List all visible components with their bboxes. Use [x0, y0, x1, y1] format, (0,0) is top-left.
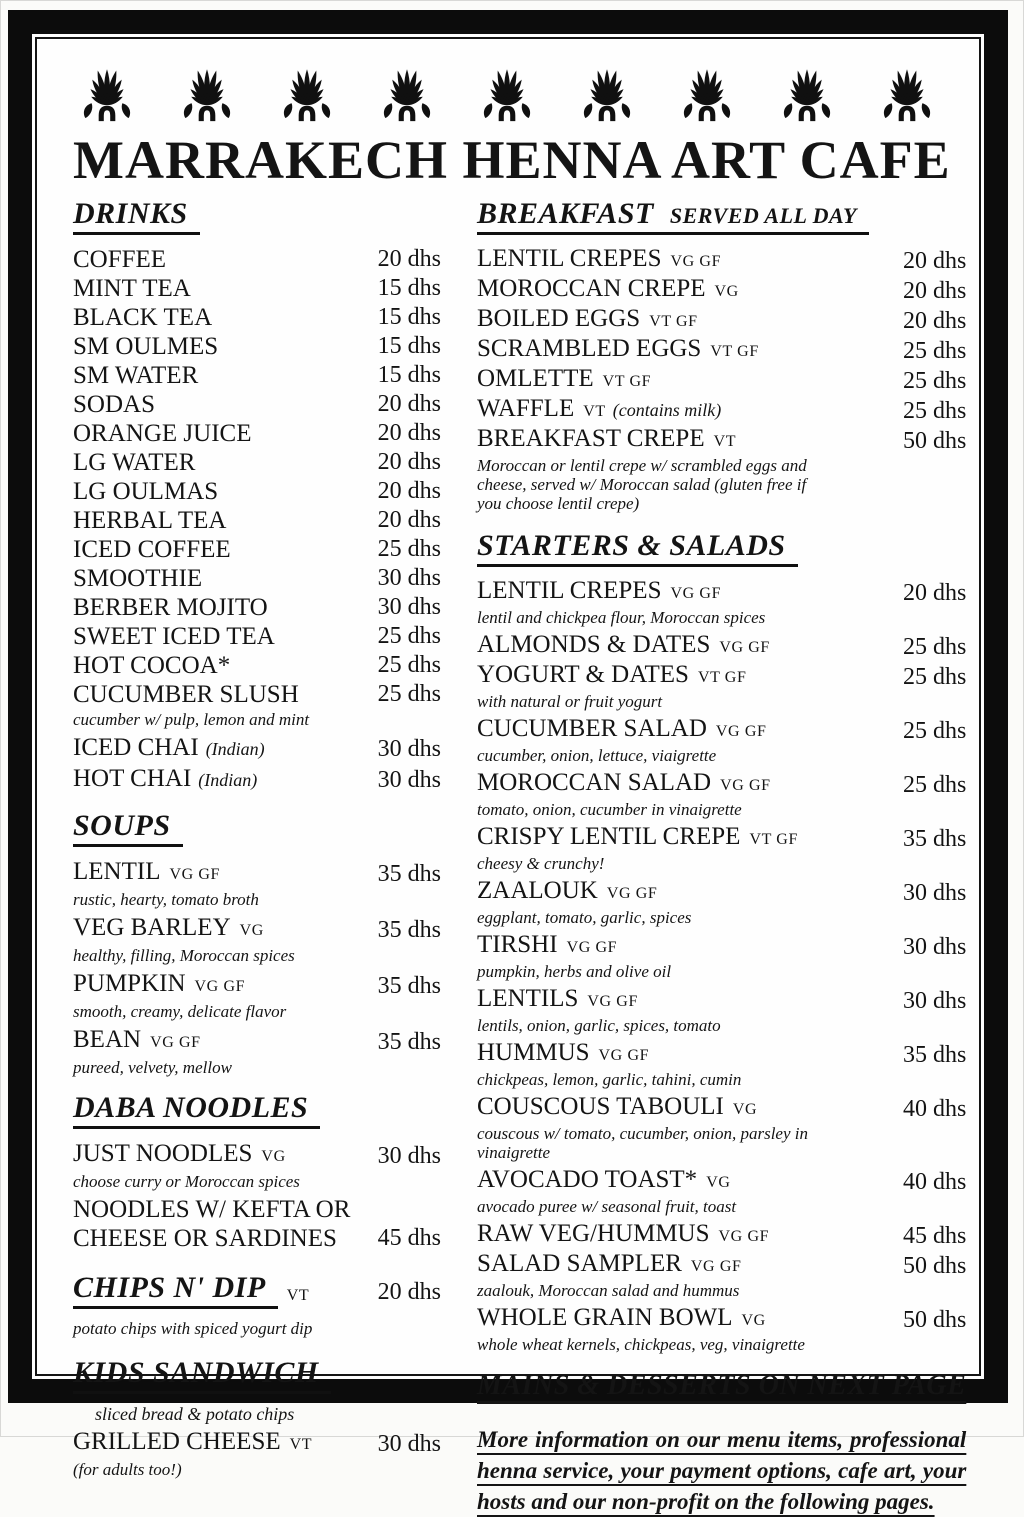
item-price: 50 dhs: [902, 428, 967, 454]
section-heading: [73, 1093, 320, 1129]
item-price: 35 dhs: [902, 826, 967, 852]
item-price: 25 dhs: [902, 368, 967, 394]
menu-item: [73, 1139, 441, 1191]
item-price: 30 dhs: [377, 1143, 441, 1169]
menu-item: [73, 506, 441, 535]
diet-tag: VG: [239, 922, 264, 939]
item-name: ORANGE JUICE: [73, 420, 252, 447]
menu-item: [477, 425, 966, 513]
item-description: zaalouk, Moroccan salad and hummus: [477, 1281, 740, 1300]
diet-tag: VG GF: [719, 639, 770, 656]
menu-item: [73, 1195, 441, 1253]
item-price: 30 dhs: [377, 736, 441, 762]
item-name: CRISPY LENTIL CREPE VT GF: [477, 823, 798, 850]
menu-item: [73, 913, 441, 965]
section-heading: [73, 1358, 331, 1394]
left-column: [73, 199, 441, 1517]
item-note: (Indian): [205, 739, 265, 759]
item-price: 20 dhs: [377, 478, 441, 504]
section-title: CHIPS N' DIP: [73, 1271, 266, 1304]
item-price: 15 dhs: [377, 362, 441, 388]
section-heading-row: [73, 1273, 441, 1309]
menu-item-row: [73, 535, 441, 564]
menu-item-row: [73, 1195, 441, 1253]
item-price: 35 dhs: [377, 1029, 441, 1055]
menu-section: [73, 1273, 441, 1338]
menu-item-row: [73, 303, 441, 332]
section-title: DRINKS: [73, 197, 188, 230]
palmette-icon: [375, 57, 439, 127]
item-name: OMLETTE VT GF: [477, 365, 652, 392]
section-title: SOUPS: [73, 809, 171, 842]
item-price: 20 dhs: [902, 308, 967, 334]
item-price: 25 dhs: [377, 623, 441, 649]
menu-item-row: [73, 390, 441, 419]
item-name: LENTIL CREPES VG GF: [477, 245, 722, 272]
menu-item-row: [73, 651, 441, 680]
item-name: TIRSHI VG GF: [477, 931, 618, 958]
item-name: ZAALOUK VG GF: [477, 877, 658, 904]
item-price: 35 dhs: [902, 1042, 967, 1068]
item-price: 35 dhs: [377, 861, 441, 887]
diet-tag: VG: [732, 1101, 758, 1118]
menu-item-row: [477, 631, 966, 661]
diet-tag: VG GF: [606, 885, 658, 902]
menu-item: [477, 1166, 966, 1216]
diet-tag: VG: [706, 1174, 731, 1191]
item-price: 40 dhs: [902, 1169, 967, 1195]
item-price: 30 dhs: [377, 767, 441, 793]
item-note: (Indian): [198, 770, 258, 790]
menu-item-row: [73, 506, 441, 535]
section-heading: [477, 199, 869, 235]
item-price: 20 dhs: [377, 449, 441, 475]
item-name: MINT TEA: [73, 275, 191, 302]
menu-item-row: [73, 1427, 441, 1459]
menu-item-row: [477, 823, 966, 853]
menu-item-row: [73, 622, 441, 651]
menu-item-row: [477, 1039, 966, 1069]
menu-grid: [73, 197, 967, 1517]
item-description: tomato, onion, cucumber in vinaigrette: [477, 800, 742, 819]
diet-tag: VT: [713, 433, 737, 450]
menu-item: [477, 661, 966, 711]
menu-item: [73, 332, 441, 361]
palmette-icon: [175, 57, 239, 127]
item-price: 30 dhs: [377, 565, 441, 591]
menu-item-row: [73, 477, 441, 506]
section-heading-row: [73, 1358, 441, 1394]
menu-item: [477, 1220, 966, 1250]
item-price: 45 dhs: [902, 1223, 967, 1249]
menu-item-row: [73, 913, 441, 945]
diet-tag: VG GF: [718, 1228, 770, 1245]
item-description: cucumber, onion, lettuce, viaigrette: [477, 746, 717, 765]
item-price: 20 dhs: [902, 278, 967, 304]
menu-section: [477, 199, 966, 513]
menu-item-row: [477, 931, 966, 961]
item-name: CUCUMBER SLUSH: [73, 681, 299, 708]
menu-item: [477, 365, 966, 395]
item-name: SALAD SAMPLER VG GF: [477, 1250, 742, 1277]
item-description: choose curry or Moroccan spices: [73, 1172, 300, 1191]
item-price: 35 dhs: [377, 917, 441, 943]
footer-heading: MAINS & DESSERTS ON NEXT PAGE: [477, 1370, 967, 1401]
diet-tag: VG GF: [720, 777, 771, 794]
item-description: healthy, filling, Moroccan spices: [73, 946, 295, 965]
item-description: couscous w/ tomato, cucumber, onion, parsley in vinaigrette: [477, 1124, 808, 1162]
palmette-icon: [475, 57, 539, 127]
menu-item: [477, 1250, 966, 1300]
item-name: BREAKFAST CREPE VT: [477, 425, 737, 452]
menu-item: [477, 577, 966, 627]
menu-item-row: [73, 969, 441, 1001]
menu-item: [477, 877, 966, 927]
ornament-row: [73, 53, 941, 127]
item-price: 20 dhs: [902, 248, 967, 274]
item-description: lentil and chickpea flour, Moroccan spices: [477, 608, 766, 627]
section-title: BREAKFAST: [477, 197, 654, 230]
item-price: 25 dhs: [902, 634, 967, 660]
item-price: 50 dhs: [902, 1253, 967, 1279]
diet-tag: VT: [286, 1287, 310, 1304]
item-name: SODAS: [73, 391, 155, 418]
menu-item: [477, 715, 966, 765]
menu-item: [477, 769, 966, 819]
menu-item-row: [477, 1304, 966, 1334]
item-price: 45 dhs: [377, 1225, 441, 1251]
item-name: HOT CHAI (Indian): [73, 765, 258, 792]
diet-tag: VT GF: [749, 831, 798, 848]
item-price: 25 dhs: [377, 652, 441, 678]
item-name: LG OULMAS: [73, 478, 219, 505]
item-price: 25 dhs: [902, 398, 967, 424]
menu-item-row: [73, 245, 441, 274]
menu-item-row: [477, 877, 966, 907]
section-description: potato chips with spiced yogurt dip: [73, 1319, 313, 1338]
menu-item-row: [73, 448, 441, 477]
item-name: SMOOTHIE: [73, 565, 203, 592]
item-price: 20 dhs: [377, 391, 441, 417]
menu-item: [73, 361, 441, 390]
item-price: 20 dhs: [377, 246, 441, 272]
item-price: 20 dhs: [377, 1279, 441, 1305]
menu-item: [73, 764, 441, 795]
item-price: 30 dhs: [902, 934, 967, 960]
item-price: 25 dhs: [902, 338, 967, 364]
diet-tag: VT: [289, 1436, 313, 1453]
item-description: pureed, velvety, mellow: [73, 1058, 232, 1077]
menu-item-row: [73, 332, 441, 361]
menu-item-row: [477, 1093, 966, 1123]
menu-item-row: [477, 275, 966, 305]
diet-tag: VT GF: [602, 373, 652, 390]
menu-item-row: [477, 985, 966, 1015]
section-title: STARTERS & SALADS: [477, 529, 786, 562]
section-heading-row: [73, 811, 441, 847]
item-name: SWEET ICED TEA: [73, 623, 275, 650]
menu-item: [73, 733, 441, 764]
menu-frame: [8, 10, 1008, 1514]
item-description: (for adults too!): [73, 1460, 182, 1479]
item-name: HUMMUS VG GF: [477, 1039, 650, 1066]
menu-item-row: [73, 764, 441, 795]
menu-section: [477, 531, 966, 1354]
section-heading-row: [477, 531, 966, 567]
section-heading-row: [73, 199, 441, 235]
menu-item: [73, 680, 441, 729]
menu-item-row: [477, 335, 966, 365]
item-name: SM OULMES: [73, 333, 219, 360]
item-price: 30 dhs: [902, 988, 967, 1014]
item-name: LENTIL VG GF: [73, 858, 221, 885]
menu-item: [73, 1427, 441, 1479]
menu-item: [73, 651, 441, 680]
menu-item-row: [477, 661, 966, 691]
menu-item: [73, 419, 441, 448]
item-price: 40 dhs: [902, 1096, 967, 1122]
item-name: SM WATER: [73, 362, 199, 389]
item-price: 20 dhs: [902, 580, 967, 606]
menu-item-row: [477, 1166, 966, 1196]
item-description: avocado puree w/ seasonal fruit, toast: [477, 1197, 737, 1216]
item-name: LENTILS VG GF: [477, 985, 638, 1012]
item-price: 20 dhs: [377, 420, 441, 446]
item-price: 25 dhs: [902, 772, 967, 798]
section-title: DABA NOODLES: [73, 1091, 309, 1124]
palmette-icon: [75, 57, 139, 127]
palmette-icon: [575, 57, 639, 127]
menu-item-row: [73, 680, 441, 709]
item-name: LENTIL CREPES VG GF: [477, 577, 722, 604]
menu-item-row: [73, 1025, 441, 1057]
section-subtitle: sliced bread & potato chips: [95, 1404, 295, 1424]
item-description: lentils, onion, garlic, spices, tomato: [477, 1016, 721, 1035]
diet-tag: VG GF: [566, 939, 618, 956]
item-name: BERBER MOJITO: [73, 594, 268, 621]
section-heading: [73, 199, 200, 235]
section-heading: [73, 811, 183, 847]
item-name: BEAN VG GF: [73, 1026, 201, 1053]
page-title: MARRAKECH HENNA ART CAFE: [73, 130, 951, 190]
palmette-icon: [275, 57, 339, 127]
item-description: pumpkin, herbs and olive oil: [477, 962, 672, 981]
menu-item-row: [477, 395, 966, 425]
menu-item: [73, 593, 441, 622]
diet-tag: VG GF: [690, 1258, 742, 1275]
menu-item-row: [73, 733, 441, 764]
diet-tag: VG GF: [598, 1047, 650, 1064]
menu-item: [477, 985, 966, 1035]
item-name: PUMPKIN VG GF: [73, 970, 246, 997]
menu-item: [73, 448, 441, 477]
diet-tag: VT GF: [710, 343, 759, 360]
right-column: [477, 199, 966, 1517]
item-price: 25 dhs: [902, 664, 967, 690]
menu-item: [477, 335, 966, 365]
item-price: 15 dhs: [377, 304, 441, 330]
item-price: 25 dhs: [902, 718, 967, 744]
item-name: WHOLE GRAIN BOWL VG: [477, 1304, 766, 1331]
palmette-icon: [875, 57, 939, 127]
diet-tag: VG: [741, 1312, 766, 1329]
menu-item: [477, 395, 966, 425]
menu-item: [477, 305, 966, 335]
diet-tag: VG GF: [715, 723, 767, 740]
item-price: 20 dhs: [377, 507, 441, 533]
menu-item: [73, 245, 441, 274]
menu-item-row: [477, 425, 966, 455]
item-description: Moroccan or lentil crepe w/ scrambled eggs and cheese, served w/ Moroccan salad (gluten free if you choose lentil crepe): [477, 456, 807, 513]
menu-item: [477, 1039, 966, 1089]
item-name: CUCUMBER SALAD VG GF: [477, 715, 767, 742]
diet-tag: VG GF: [169, 866, 221, 883]
footer-section: [477, 1370, 966, 1517]
menu-item: [73, 274, 441, 303]
menu-item-row: [73, 593, 441, 622]
menu-section: [73, 199, 441, 795]
item-price: 15 dhs: [377, 275, 441, 301]
item-description: smooth, creamy, delicate flavor: [73, 1002, 287, 1021]
item-price: 50 dhs: [902, 1307, 967, 1333]
diet-tag: VT GF: [649, 313, 698, 330]
section-title: KIDS SANDWICH: [73, 1356, 319, 1389]
menu-item: [73, 535, 441, 564]
item-name: GRILLED CHEESE VT: [73, 1428, 313, 1455]
item-name: HOT COCOA*: [73, 652, 231, 679]
section-heading-row: [477, 199, 966, 235]
menu-section: [73, 1093, 441, 1253]
item-note: (contains milk): [612, 400, 722, 420]
palmette-icon: [675, 57, 739, 127]
section-heading-row: [73, 1093, 441, 1129]
menu-item-row: [477, 1220, 966, 1250]
menu-item: [73, 390, 441, 419]
menu-item: [73, 622, 441, 651]
menu-section: [73, 811, 441, 1077]
item-name: ICED COFFEE: [73, 536, 231, 563]
item-name: VEG BARLEY VG: [73, 914, 264, 941]
item-price: 30 dhs: [377, 1431, 441, 1457]
item-name: NOODLES W/ KEFTA OR CHEESE OR SARDINES: [73, 1196, 351, 1252]
menu-item-row: [73, 564, 441, 593]
item-name: YOGURT & DATES VT GF: [477, 661, 747, 688]
item-name: WAFFLE VT (contains milk): [477, 395, 722, 422]
item-name: MOROCCAN CREPE VG: [477, 275, 739, 302]
diet-tag: VG: [261, 1148, 286, 1165]
item-name: SCRAMBLED EGGS VT GF: [477, 335, 759, 362]
menu-item: [73, 1025, 441, 1077]
item-price: 15 dhs: [377, 333, 441, 359]
diet-tag: VT GF: [697, 669, 747, 686]
diet-tag: VG GF: [587, 993, 638, 1010]
item-price: 35 dhs: [377, 973, 441, 999]
item-name: ICED CHAI (Indian): [73, 734, 265, 761]
menu-item-row: [477, 715, 966, 745]
item-name: COUSCOUS TABOULI VG: [477, 1093, 758, 1120]
item-name: ALMONDS & DATES VG GF: [477, 631, 770, 658]
footer-note: More information on our menu items, professional henna service, your payment options, cafe art, your hosts and our non-profit on the following pages.: [477, 1427, 967, 1514]
item-name: BOILED EGGS VT GF: [477, 305, 698, 332]
item-description: chickpeas, lemon, garlic, tahini, cumin: [477, 1070, 742, 1089]
menu-item-row: [73, 1139, 441, 1171]
menu-item-row: [477, 577, 966, 607]
menu-item: [477, 1093, 966, 1162]
menu-page: [35, 37, 981, 1514]
menu-item-row: [73, 419, 441, 448]
item-name: COFFEE: [73, 246, 167, 273]
section-subheading: SERVED ALL DAY: [669, 203, 857, 228]
menu-item-row: [477, 1250, 966, 1280]
item-description: with natural or fruit yogurt: [477, 692, 663, 711]
menu-item-row: [477, 305, 966, 335]
menu-item: [73, 969, 441, 1021]
diet-tag: VG GF: [150, 1034, 201, 1051]
diet-tag: VG GF: [670, 253, 722, 270]
diet-tag: VG GF: [194, 978, 246, 995]
item-description: cucumber w/ pulp, lemon and mint: [73, 710, 310, 729]
item-price: 25 dhs: [377, 681, 441, 707]
item-price: 30 dhs: [377, 594, 441, 620]
item-name: BLACK TEA: [73, 304, 213, 331]
menu-item-row: [73, 361, 441, 390]
menu-item: [73, 564, 441, 593]
menu-item-row: [477, 365, 966, 395]
palmette-icon: [775, 57, 839, 127]
item-price: 30 dhs: [902, 880, 967, 906]
item-description: cheesy & crunchy!: [477, 854, 605, 873]
item-description: rustic, hearty, tomato broth: [73, 890, 259, 909]
menu-item-row: [73, 857, 441, 889]
menu-item: [477, 631, 966, 661]
item-name: LG WATER: [73, 449, 196, 476]
menu-item: [73, 303, 441, 332]
item-name: AVOCADO TOAST* VG: [477, 1166, 731, 1193]
menu-item: [477, 245, 966, 275]
menu-section: [73, 1358, 441, 1479]
menu-item-row: [73, 274, 441, 303]
section-heading: [477, 531, 798, 567]
item-description: whole wheat kernels, chickpeas, veg, vinaigrette: [477, 1335, 805, 1354]
item-name: HERBAL TEA: [73, 507, 227, 534]
item-description: eggplant, tomato, garlic, spices: [477, 908, 692, 927]
item-name: JUST NOODLES VG: [73, 1140, 286, 1167]
menu-item: [477, 823, 966, 873]
diet-tag: VT: [583, 403, 606, 420]
section-heading: [73, 1273, 278, 1309]
diet-tag: VG: [714, 283, 739, 300]
menu-item-row: [477, 245, 966, 275]
menu-item: [477, 1304, 966, 1354]
diet-tag: VG GF: [670, 585, 722, 602]
item-name: MOROCCAN SALAD VG GF: [477, 769, 771, 796]
menu-item: [73, 857, 441, 909]
menu-item: [477, 931, 966, 981]
menu-item: [477, 275, 966, 305]
menu-item-row: [477, 769, 966, 799]
item-name: RAW VEG/HUMMUS VG GF: [477, 1220, 770, 1247]
menu-item: [73, 477, 441, 506]
item-price: 25 dhs: [377, 536, 441, 562]
